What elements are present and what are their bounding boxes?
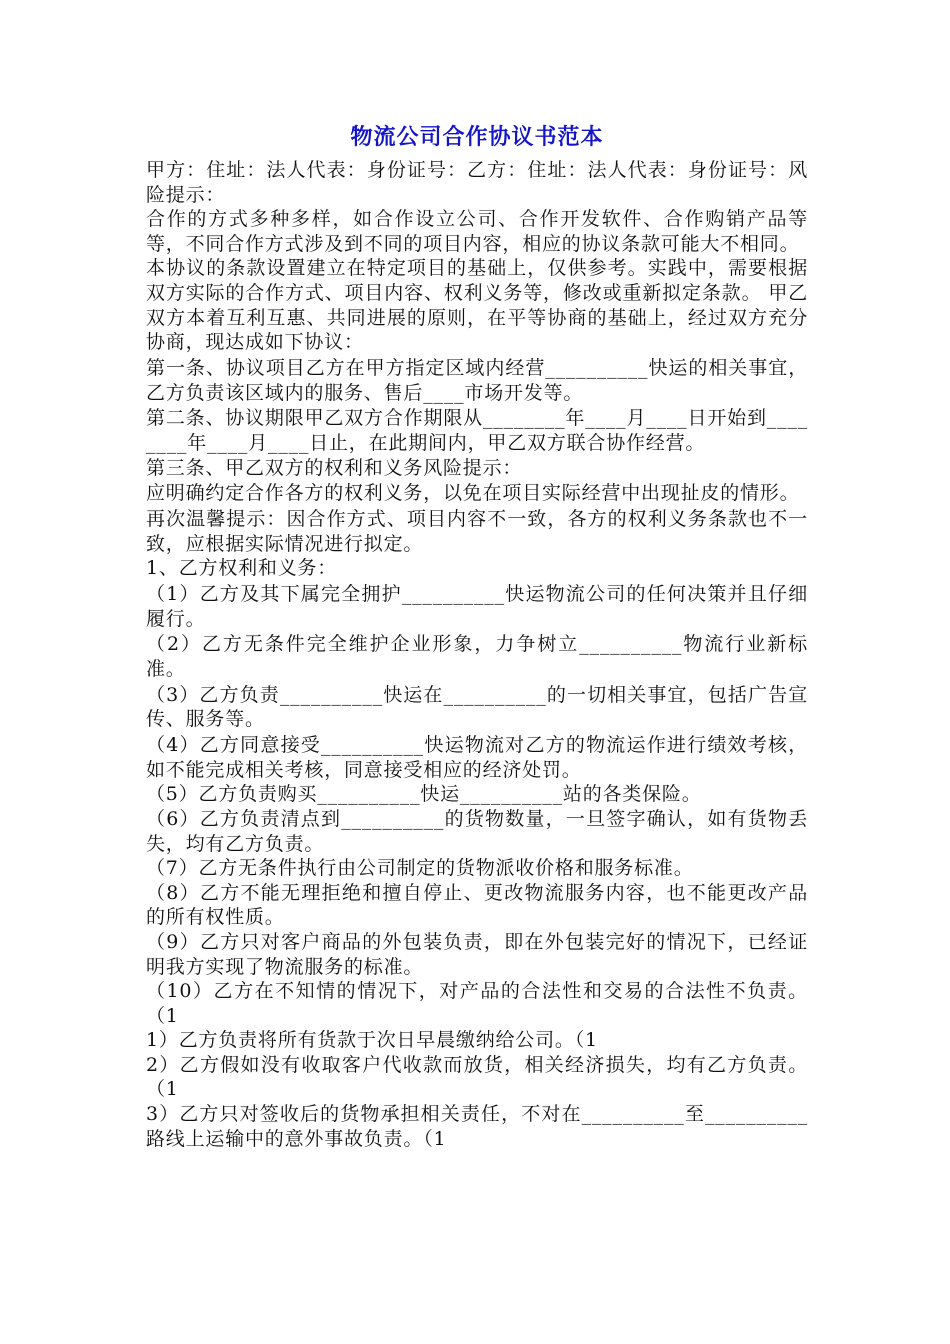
clause-13: 3）乙方只对签收后的货物承担相关责任，不对在__________至__________路线上运输中的意外事故负责。（1 bbox=[146, 1103, 808, 1150]
document-page bbox=[146, 118, 808, 1151]
clause-6: （6）乙方负责清点到__________的货物数量，一旦签字确认，如有货物丢失，均有乙方负责。 bbox=[146, 807, 808, 855]
article-3-heading: 第三条、甲乙双方的权利和义务风险提示： bbox=[146, 456, 523, 479]
risk-note-paragraph: 合作的方式多种多样，如合作设立公司、合作开发软件、合作购销产品等等，不同合作方式涉及到不同的项目内容，相应的协议条款可能大不相同。 bbox=[146, 208, 808, 255]
clause-10: （10）乙方在不知情的情况下，对产品的合法性和交易的合法性不负责。（1 bbox=[146, 980, 808, 1027]
reminder-paragraph: 再次温馨提示：因合作方式、项目内容不一致，各方的权利义务条款也不一致，应根据实际情况进行拟定。 bbox=[146, 508, 808, 555]
rights-note-paragraph: 应明确约定合作各方的权利义务，以免在项目实际经营中出现扯皮的情形。 bbox=[146, 482, 800, 505]
party-b-rights-heading: 1、乙方权利和义务： bbox=[146, 557, 338, 580]
clause-8: （8）乙方不能无理拒绝和擅自停止、更改物流服务内容，也不能更改产品的所有权性质。 bbox=[146, 881, 808, 929]
clause-12: 2）乙方假如没有收取客户代收款而放货，相关经济损失，均有乙方负责。（1 bbox=[146, 1053, 808, 1101]
article-1-paragraph: 第一条、协议项目乙方在甲方指定区域内经营__________快运的相关事宜，乙方负责该区域内的服务、售后____市场开发等。 bbox=[146, 356, 808, 404]
document-title: 物流公司合作协议书范本 bbox=[350, 125, 604, 150]
article-2-paragraph: 第二条、协议期限甲乙双方合作期限从________年____月____日开始到________年____月____日止，在此期间内，甲乙双方联合协作经营。 bbox=[146, 407, 808, 454]
clause-2: （2）乙方无条件完全维护企业形象，力争树立__________物流行业新标准。 bbox=[146, 633, 808, 680]
clause-9: （9）乙方只对客户商品的外包装负责，即在外包装完好的情况下，已经证明我方实现了物流服务的标准。 bbox=[146, 930, 808, 978]
clause-1: （1）乙方及其下属完全拥护__________快运物流公司的任何决策并且仔细履行。 bbox=[146, 583, 808, 630]
basis-paragraph: 本协议的条款设置建立在特定项目的基础上，仅供参考。实践中，需要根据双方实际的合作方式、项目内容、权利义务等，修改或重新拟定条款。 甲乙双方本着互利互惠、共同进展的原则，在平等协商的基础上，经过双方充分协商，现达成如下协议： bbox=[146, 257, 808, 354]
clause-4: （4）乙方同意接受__________快运物流对乙方的物流运作进行绩效考核，如不能完成相关考核，同意接受相应的经济处罚。 bbox=[146, 734, 808, 781]
clause-7: （7）乙方无条件执行由公司制定的货物派收价格和服务标准。 bbox=[146, 857, 694, 880]
clause-5: （5）乙方负责购买__________快运__________站的各类保险。 bbox=[146, 783, 702, 806]
clause-11: 1）乙方负责将所有货款于次日早晨缴纳给公司。（1 bbox=[146, 1029, 598, 1052]
clause-3: （3）乙方负责__________快运在__________的一切相关事宜，包括广告宣传、服务等。 bbox=[146, 683, 808, 731]
parties-paragraph: 甲方：住址：法人代表：身份证号：乙方：住址：法人代表：身份证号：风险提示： bbox=[146, 159, 808, 206]
